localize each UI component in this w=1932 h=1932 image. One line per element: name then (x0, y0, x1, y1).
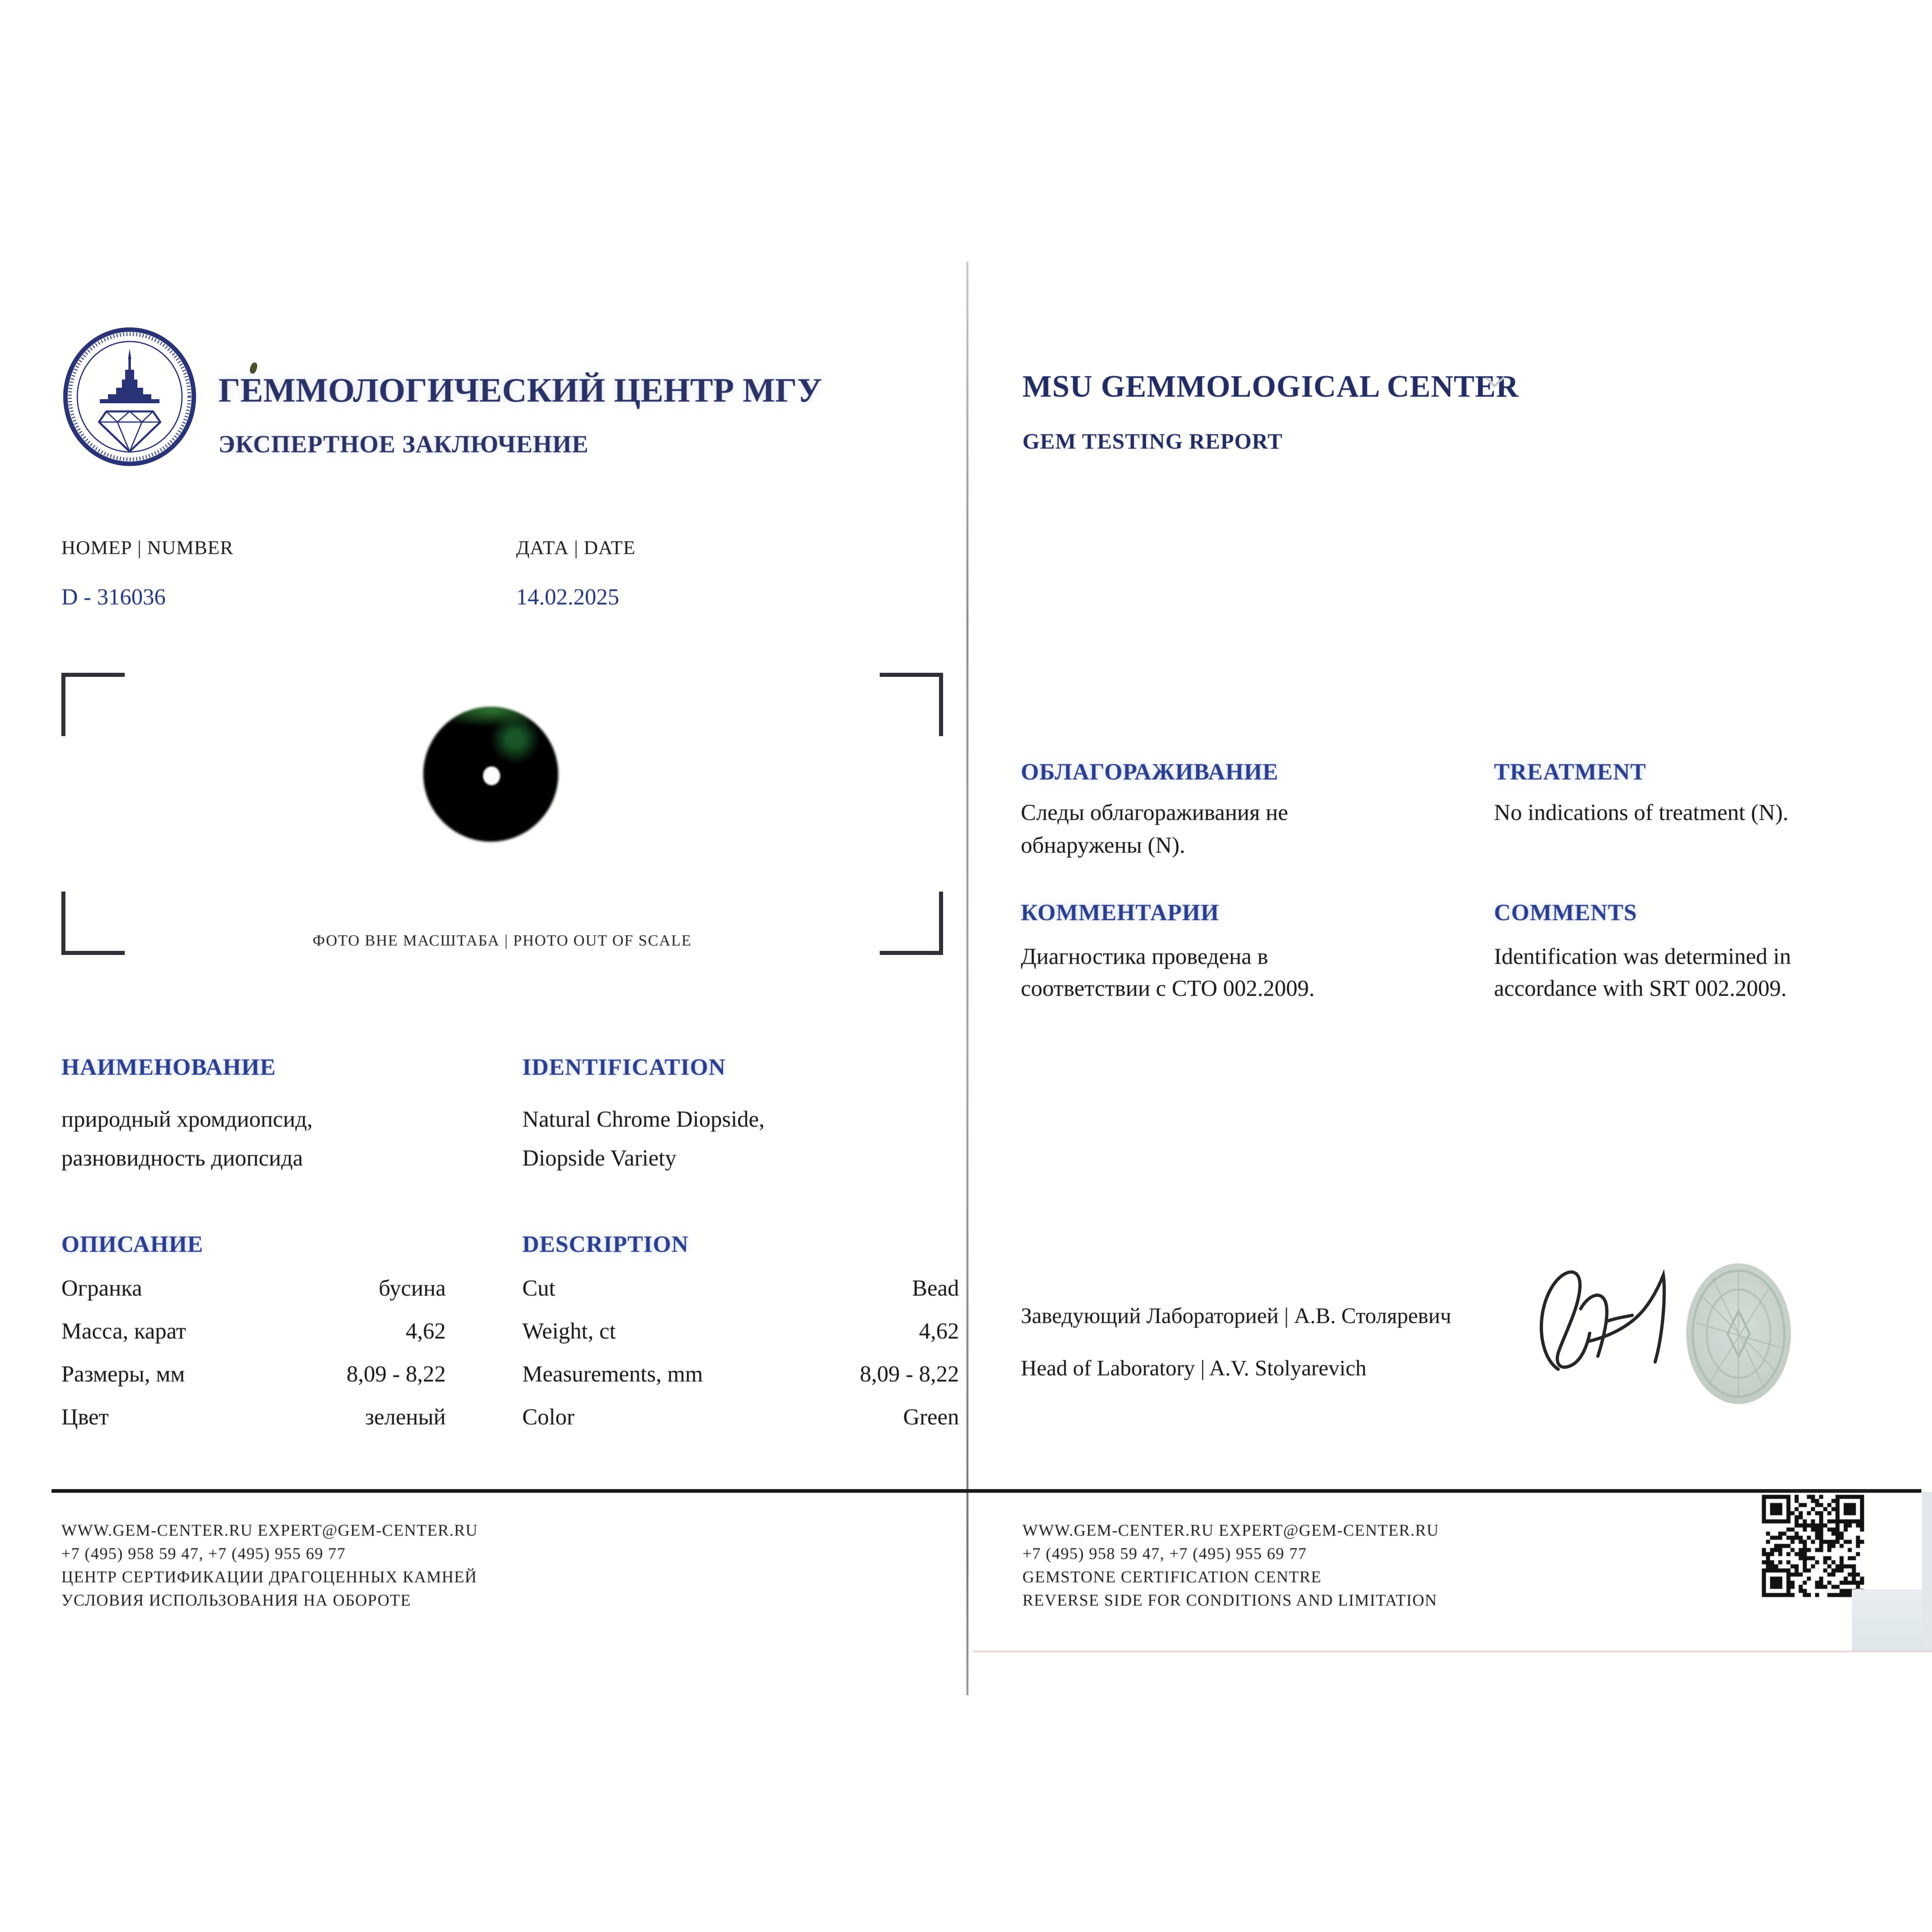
gem-bead-hole (483, 766, 500, 785)
photo-caption: ФОТО ВНЕ МАСШТАБА | PHOTO OUT OF SCALE (312, 932, 692, 949)
desc-row-value-ru: бусина (378, 1276, 446, 1301)
treatment-ru-line1: Следы облагораживания не (1021, 800, 1288, 825)
footer-line: УСЛОВИЯ ИСПОЛЬЗОВАНИЯ НА ОБОРОТЕ (61, 1591, 411, 1609)
identification-ru-line2: разновидность диопсида (61, 1146, 303, 1171)
crop-mark-top-right (939, 673, 943, 736)
desc-row-value-en: Bead (912, 1276, 959, 1301)
desc-row-label-ru: Размеры, мм (61, 1361, 185, 1387)
report-type-ru: ЭКСПЕРТНОЕ ЗАКЛЮЧЕНИЕ (218, 431, 589, 458)
date-label: ДАТА | DATE (516, 537, 636, 559)
treatment-en-line1: No indications of treatment (N). (1494, 800, 1789, 825)
desc-row-label-en: Measurements, mm (522, 1361, 703, 1387)
signature-icon (1519, 1260, 1683, 1393)
treatment-heading-ru: ОБЛАГОРАЖИВАНИЕ (1021, 759, 1279, 785)
desc-row-value-en: 4,62 (919, 1319, 959, 1344)
signatory-line-ru: Заведующий Лабораторией | А.В. Столяревич (1021, 1303, 1451, 1328)
identification-ru-line1: природный хромдиопсид, (61, 1107, 313, 1132)
scan-tick-mark (1485, 375, 1506, 391)
desc-row-value-ru: 4,62 (406, 1319, 446, 1344)
identification-en-line2: Diopside Variety (522, 1146, 676, 1171)
number-value: D - 316036 (61, 584, 166, 610)
desc-row-value-en: Green (903, 1404, 959, 1430)
card-fold-line (966, 262, 968, 1695)
comments-heading-ru: КОММЕНТАРИИ (1021, 900, 1220, 926)
identification-heading-ru: НАИМЕНОВАНИЕ (61, 1054, 276, 1080)
qr-code-icon (1762, 1495, 1864, 1597)
crop-mark-top-left (61, 673, 65, 736)
comments-en-line2: accordance with SRT 002.2009. (1494, 976, 1787, 1001)
crop-mark-bottom-left-h (61, 951, 125, 955)
footer-divider-rule (52, 1489, 1921, 1493)
treatment-heading-en: TREATMENT (1494, 759, 1647, 785)
footer-line: WWW.GEM-CENTER.RU EXPERT@GEM-CENTER.RU (61, 1521, 478, 1539)
treatment-ru-line2: обнаружены (N). (1021, 833, 1185, 858)
desc-row-label-ru: Цвет (61, 1404, 109, 1430)
msu-logo-icon (62, 327, 197, 466)
date-value: 14.02.2025 (516, 584, 619, 610)
crop-mark-top-right-h (880, 673, 943, 677)
footer-line: WWW.GEM-CENTER.RU EXPERT@GEM-CENTER.RU (1022, 1521, 1439, 1539)
desc-row-label-ru: Масса, карат (61, 1319, 186, 1344)
desc-row-label-ru: Огранка (61, 1276, 142, 1301)
desc-row-label-en: Color (522, 1404, 575, 1430)
footer-line: +7 (495) 958 59 47, +7 (495) 955 69 77 (1022, 1544, 1307, 1563)
scan-edge-shadow (1922, 1492, 1932, 1651)
report-type-en: GEM TESTING REPORT (1022, 429, 1283, 454)
card-bottom-edge (973, 1651, 1932, 1652)
description-heading-ru: ОПИСАНИЕ (61, 1231, 204, 1257)
comments-ru-line1: Диагностика проведена в (1021, 944, 1268, 969)
footer-line: REVERSE SIDE FOR CONDITIONS AND LIMITATION (1022, 1591, 1438, 1609)
desc-row-value-ru: 8,09 - 8,22 (346, 1361, 446, 1387)
number-label: НОМЕР | NUMBER (61, 537, 234, 559)
org-title-ru: ГЕММОЛОГИЧЕСКИЙ ЦЕНТР МГУ (218, 371, 822, 409)
footer-line: +7 (495) 958 59 47, +7 (495) 955 69 77 (61, 1544, 346, 1563)
signatory-line-en: Head of Laboratory | A.V. Stolyarevich (1021, 1356, 1367, 1380)
footer-line: GEMSTONE CERTIFICATION CENTRE (1022, 1568, 1322, 1586)
identification-heading-en: IDENTIFICATION (522, 1054, 726, 1080)
crop-mark-top-left-h (61, 673, 125, 677)
comments-heading-en: COMMENTS (1494, 900, 1637, 926)
crop-mark-bottom-right-h (880, 951, 943, 955)
identification-en-line1: Natural Chrome Diopside, (522, 1107, 765, 1132)
desc-row-value-en: 8,09 - 8,22 (860, 1361, 959, 1387)
comments-ru-line2: соответствии с СТО 002.2009. (1021, 976, 1315, 1001)
seal-icon (1684, 1262, 1793, 1406)
description-heading-en: DESCRIPTION (522, 1231, 689, 1257)
desc-row-label-en: Cut (522, 1276, 555, 1301)
desc-row-value-ru: зеленый (365, 1404, 446, 1430)
footer-line: ЦЕНТР СЕРТИФИКАЦИИ ДРАГОЦЕННЫХ КАМНЕЙ (61, 1568, 477, 1586)
org-title-en: MSU GEMMOLOGICAL CENTER (1022, 369, 1519, 404)
comments-en-line1: Identification was determined in (1494, 944, 1791, 969)
scan-shadow (1852, 1589, 1932, 1651)
desc-row-label-en: Weight, ct (522, 1319, 616, 1344)
